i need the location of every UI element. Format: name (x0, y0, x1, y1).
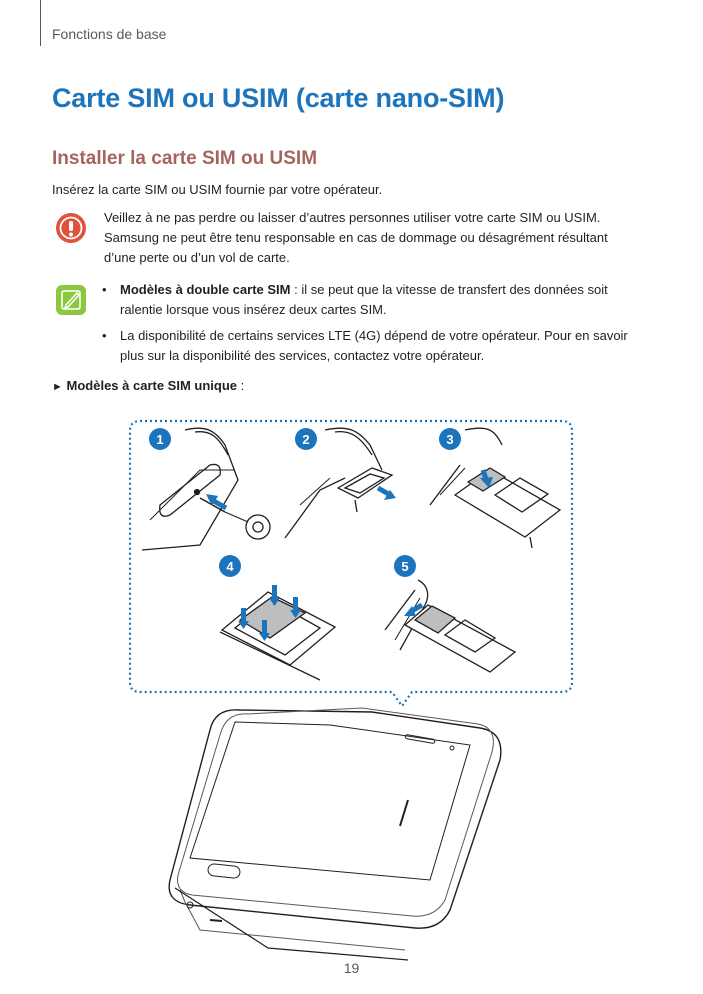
bullet-dot: • (102, 282, 107, 297)
step-4-label: 4 (226, 559, 234, 574)
warning-line-3: d’une perte ou d’un vol de carte. (104, 250, 290, 265)
step-badge-2 (295, 428, 317, 450)
step-badge-3 (439, 428, 461, 450)
page-title: Carte SIM ou USIM (carte nano-SIM) (52, 83, 505, 113)
models-label-rest: : (237, 378, 245, 393)
play-arrow-icon: ► (52, 381, 63, 393)
warning-line-2: Samsung ne peut être tenu responsable en cas de dommage ou désagrément résultant (104, 230, 608, 245)
page-number: 19 (343, 960, 360, 976)
step-5-drawing (385, 580, 515, 672)
warning-line-1: Veillez à ne pas perdre ou laisser d’autres personnes utiliser votre carte SIM ou USIM. (104, 210, 601, 225)
models-label-bold: Modèles à carte SIM unique (66, 378, 238, 393)
step-badge-1 (149, 428, 171, 450)
step-3-label: 3 (446, 432, 454, 447)
note-bullet-1-rest: : il se peut que la vitesse de transfert des données soit (290, 282, 608, 297)
intro-text: Insérez la carte SIM ou USIM fournie par votre opérateur. (52, 182, 383, 197)
step-2-label: 2 (302, 432, 310, 447)
step-5-label: 5 (401, 559, 409, 574)
step-badge-5 (394, 555, 416, 577)
note-bullet-2-line-2: plus sur la disponibilité des services, contactez votre opérateur. (120, 348, 485, 363)
note-bullet-1-line-2: ralentie lorsque vous insérez deux cartes SIM. (120, 302, 387, 317)
step-badge-4 (219, 555, 241, 577)
section-subtitle: Installer la carte SIM ou USIM (52, 148, 318, 169)
note-bullet-2-line-1: La disponibilité de certains services LTE (4G) dépend de votre opérateur. Pour en savoir (120, 328, 628, 343)
step-1-label: 1 (156, 432, 164, 447)
bullet-dot: • (102, 328, 107, 343)
step-4-drawing (220, 592, 335, 680)
illustration-frame (130, 421, 572, 706)
phone-drawing (169, 708, 501, 960)
section-header: Fonctions de base (52, 26, 167, 42)
note-bullet-1-bold: Modèles à double carte SIM (120, 282, 291, 297)
